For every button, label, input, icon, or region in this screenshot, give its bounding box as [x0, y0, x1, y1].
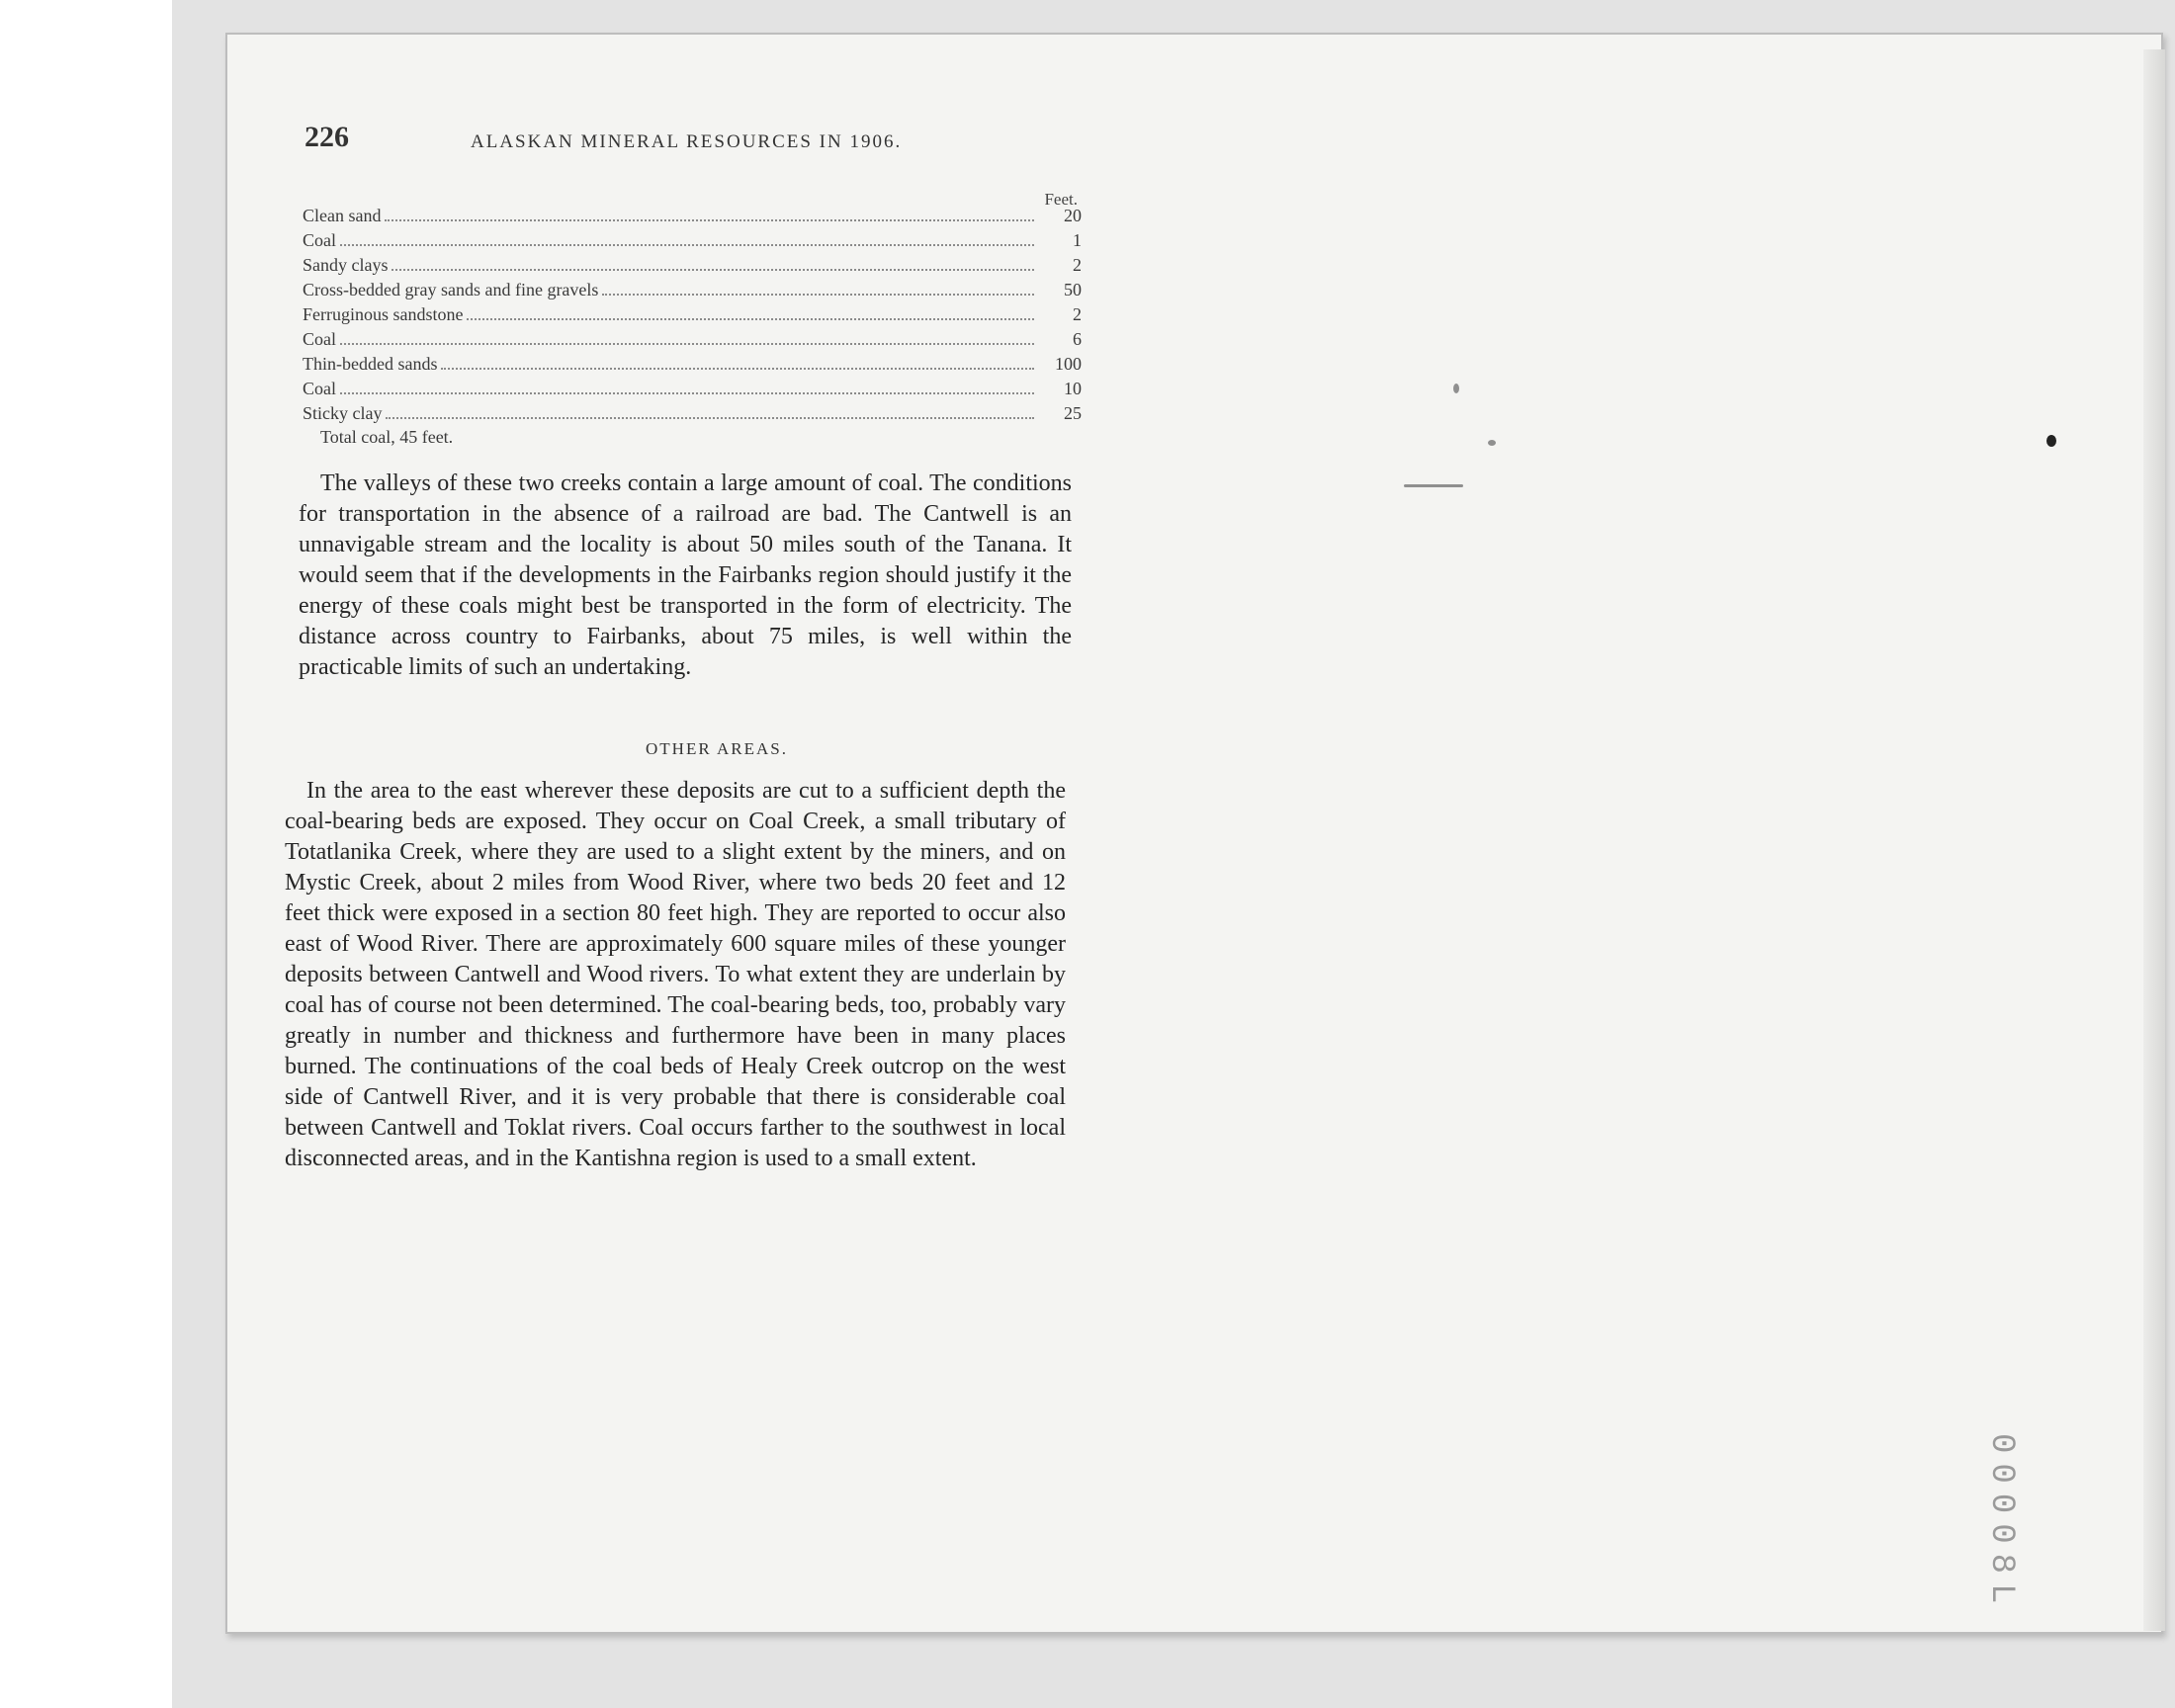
leader-dots [340, 244, 1034, 246]
leader-dots [441, 368, 1034, 370]
strata-row [303, 325, 1082, 350]
stratum-name: Coal [303, 230, 336, 250]
scan-smudge [2046, 435, 2056, 447]
strata-row [303, 300, 1082, 325]
strata-table [303, 202, 1082, 424]
leader-dots [392, 269, 1034, 271]
stratum-feet: 20 [1064, 206, 1082, 225]
page-number: 226 [304, 121, 349, 153]
scanner-margin [0, 0, 172, 1708]
stratum-feet: 100 [1055, 354, 1082, 374]
stratum-feet: 2 [1073, 304, 1082, 324]
feet-column-header: Feet. [1044, 190, 1078, 209]
leader-dots [602, 294, 1034, 296]
sheet-fold-edge [2143, 49, 2165, 1631]
stratum-name: Clean sand [303, 206, 382, 225]
stratum-feet: 25 [1064, 403, 1082, 423]
total-coal-note: Total coal, 45 feet. [320, 427, 454, 447]
strata-row [303, 276, 1082, 300]
strata-row [303, 375, 1082, 399]
leader-dots [340, 392, 1034, 394]
running-head: ALASKAN MINERAL RESOURCES IN 1906. [471, 131, 903, 152]
strata-row [303, 226, 1082, 251]
scan-smudge [1404, 484, 1463, 487]
strata-row [303, 350, 1082, 375]
stratum-name: Coal [303, 329, 336, 349]
paragraph-other-areas: In the area to the east wherever these deposits are cut to a sufficient depth the coal-bearing beds are exposed. They occur on Coal Creek, a small tributary of Totatlanika Creek, where they are used to a slight extent by the miners, and on Mystic Creek, about 2 miles from Wood River, where two beds 20 feet and 12 feet thick were exposed in a section 80 feet high. They are reported to occur also east of Wood River. There are approximately 600 square miles of these younger deposits between Cantwell and Wood rivers. To what extent they are underlain by coal has of course not been determined. The coal-bearing beds, too, probably vary greatly in number and thickness and furthermore have been in many places burned. The continuations of the coal beds of Healy Creek outcrop on the west side of Cantwell River, and it is very probable that there is considerable coal between Cantwell and Toklat rivers. Coal occurs farther to the southwest in local disconnected areas, and in the Kantishna region is used to a small extent. [285, 778, 1066, 1171]
stratum-name: Sticky clay [303, 403, 383, 423]
leader-dots [386, 417, 1034, 419]
strata-row [303, 202, 1082, 226]
stratum-name: Coal [303, 379, 336, 398]
stratum-feet: 50 [1064, 280, 1082, 299]
stratum-name: Cross-bedded gray sands and fine gravels [303, 280, 599, 299]
archive-stamp-number: 00008L [1982, 1433, 2020, 1614]
strata-row [303, 251, 1082, 276]
stratum-feet: 1 [1073, 230, 1082, 250]
stratum-name: Ferruginous sandstone [303, 304, 464, 324]
strata-row [303, 399, 1082, 424]
stratum-feet: 6 [1073, 329, 1082, 349]
stratum-feet: 2 [1073, 255, 1082, 275]
scan-smudge [1488, 440, 1496, 446]
scan-smudge [1453, 384, 1459, 393]
stratum-name: Sandy clays [303, 255, 389, 275]
paragraph-transportation: The valleys of these two creeks contain a large amount of coal. The conditions for transportation in the absence of a railroad are bad. The Cantwell is an unnavigable stream and the locality is about 50 miles south of the Tanana. It would seem that if the developments in the Fairbanks region should justify it the energy of these coals might best be transported in the form of electricity. The distance across country to Fairbanks, about 75 miles, is well within the practicable limits of such an undertaking. [299, 470, 1072, 680]
stratum-feet: 10 [1064, 379, 1082, 398]
stratum-name: Thin-bedded sands [303, 354, 438, 374]
leader-dots [467, 318, 1034, 320]
leader-dots [385, 219, 1034, 221]
section-heading: OTHER AREAS. [646, 739, 788, 758]
leader-dots [340, 343, 1034, 345]
